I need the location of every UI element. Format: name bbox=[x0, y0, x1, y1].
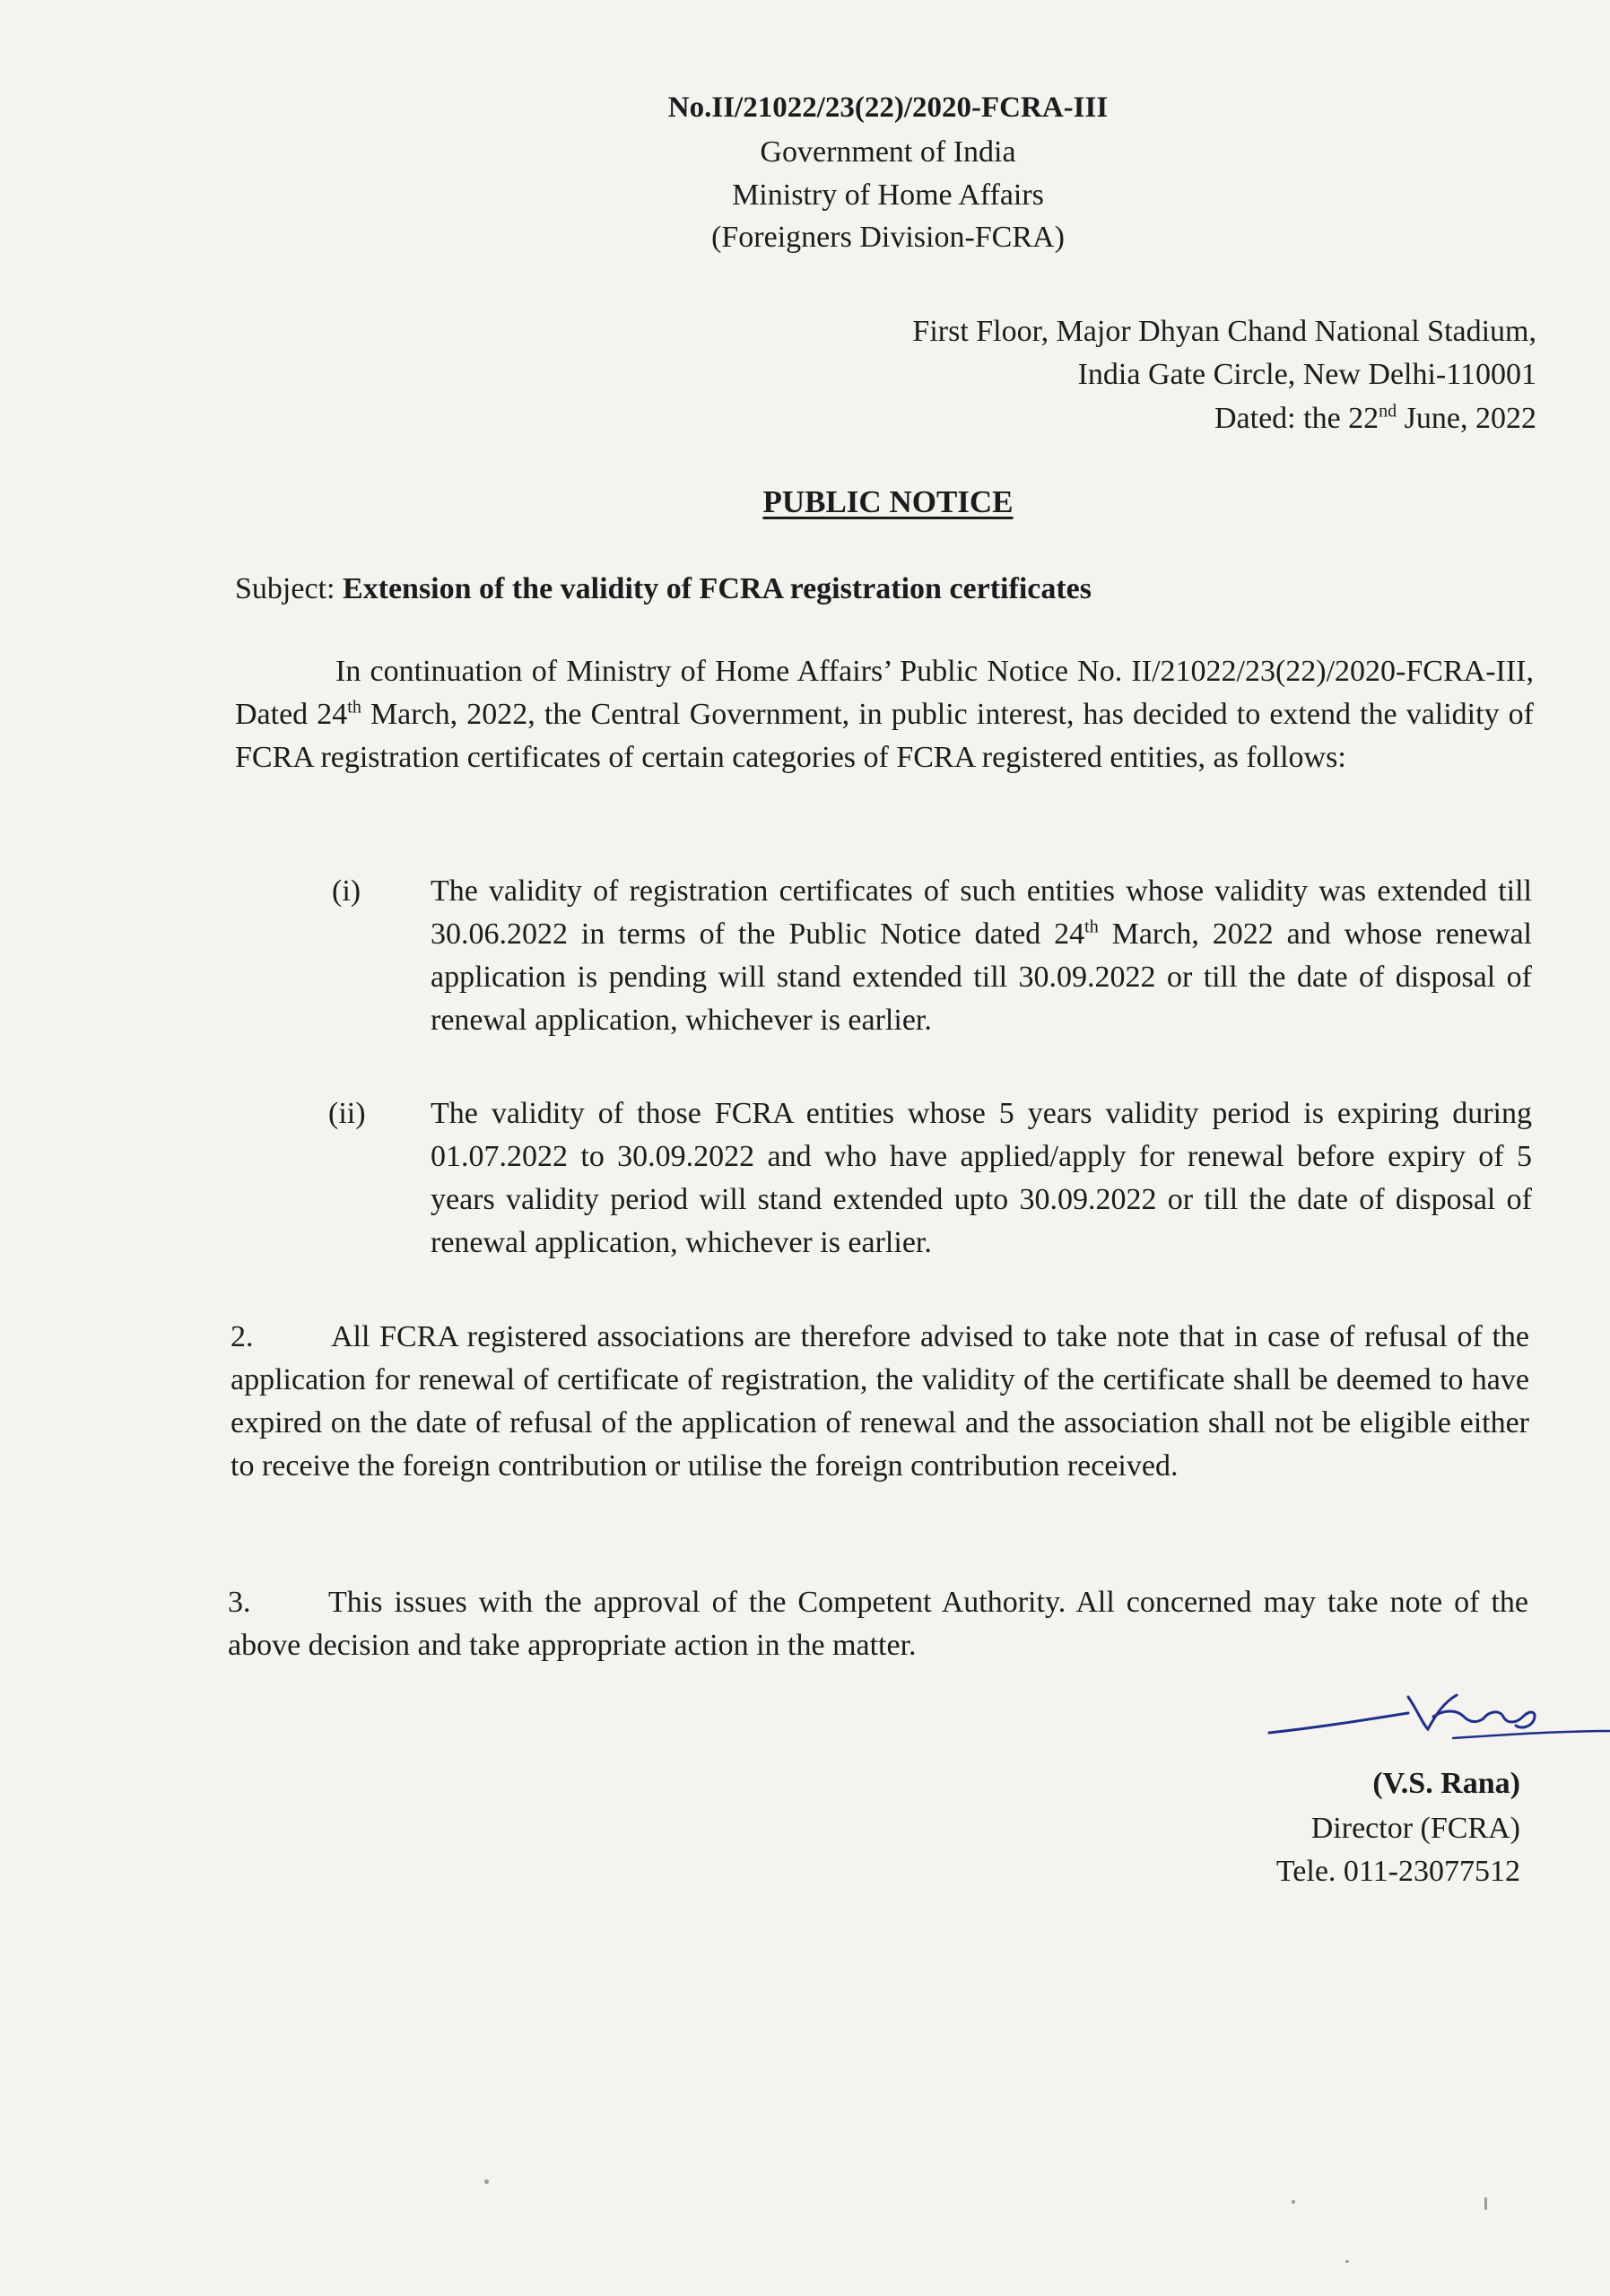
notice-title: PUBLIC NOTICE bbox=[762, 484, 1014, 519]
paper-speck bbox=[1292, 2200, 1295, 2204]
signatory-telephone: Tele. 011-23077512 bbox=[1275, 1855, 1520, 1888]
address-line-1: First Floor, Major Dhyan Chand National Stadium, bbox=[912, 315, 1536, 348]
dated-suffix: June, 2022 bbox=[1397, 402, 1536, 435]
paragraph-3: This issues with the approval of the Competent Authority. All concerned may take note of the above decision and take appropriate action in the matter. bbox=[228, 1586, 1528, 1662]
paragraph-3-number: 3. bbox=[228, 1586, 251, 1619]
intro-part-2: March, 2022, the Central Government, in public interest, has decided to extend the validity of FCRA registration certificates of certain categories of FCRA registered entities, as follows: bbox=[235, 698, 1534, 774]
item-number-ii: (ii) bbox=[328, 1097, 366, 1130]
intro-paragraph bbox=[235, 650, 1534, 779]
subject-label: Subject: bbox=[235, 572, 343, 605]
signatory-designation: Director (FCRA) bbox=[1310, 1812, 1520, 1845]
intro-part-1: In continuation of Ministry of Home Affairs’ Public Notice No. II/21022/23(22)/2020-FCRA-III, Dated 24 bbox=[235, 655, 1534, 731]
dated-superscript: nd bbox=[1379, 401, 1397, 422]
paper-speck bbox=[1484, 2197, 1487, 2210]
signatory-name: (V.S. Rana) bbox=[1372, 1767, 1520, 1800]
item-text-ii: The validity of those FCRA entities whose 5 years validity period is expiring during 01.07.2022 to 30.09.2022 and who have applied/apply for renewal before expiry of 5 years validity period will stand extended upto 30.09.2022 or till the date of disposal of renewal application, whichever is earlier. bbox=[431, 1097, 1532, 1259]
item-i-superscript: th bbox=[1084, 917, 1099, 937]
item-text-i bbox=[431, 870, 1532, 1042]
reference-number: No.II/21022/23(22)/2020-FCRA-III bbox=[667, 91, 1109, 124]
item-number-i: (i) bbox=[332, 874, 361, 908]
dated-line bbox=[1214, 401, 1536, 437]
dated-prefix: Dated: the 22 bbox=[1214, 402, 1379, 435]
item-i-part-1: The validity of registration certificates of such entities whose validity was extended till 30.06.2022 in terms of the Public Notice dated 24 bbox=[431, 874, 1532, 951]
paper-speck bbox=[1345, 2260, 1349, 2263]
item-i-part-2: March, 2022 and whose renewal application is pending will stand extended till 30.09.2022 or till the date of disposal of renewal application, whichever is earlier. bbox=[431, 918, 1532, 1037]
intro-superscript: th bbox=[347, 697, 361, 718]
government-heading: Government of India bbox=[760, 135, 1016, 169]
subject-text: Extension of the validity of FCRA registration certificates bbox=[342, 572, 1092, 605]
handwritten-signature bbox=[1265, 1677, 1610, 1758]
ministry-heading: Ministry of Home Affairs bbox=[732, 178, 1044, 212]
paper-speck bbox=[484, 2179, 489, 2184]
address-line-2: India Gate Circle, New Delhi-110001 bbox=[1077, 358, 1536, 391]
paragraph-2-number: 2. bbox=[231, 1320, 254, 1353]
division-heading: (Foreigners Division-FCRA) bbox=[711, 221, 1065, 254]
subject-line bbox=[235, 571, 1092, 607]
paragraph-2: All FCRA registered associations are therefore advised to take note that in case of refusal of the application for renewal of certificate of registration, the validity of the certificate shall be deemed to have expired on the date of refusal of the application of renewal and the association shall not be eligible either to receive the foreign contribution or utilise the foreign contribution received. bbox=[231, 1320, 1529, 1483]
